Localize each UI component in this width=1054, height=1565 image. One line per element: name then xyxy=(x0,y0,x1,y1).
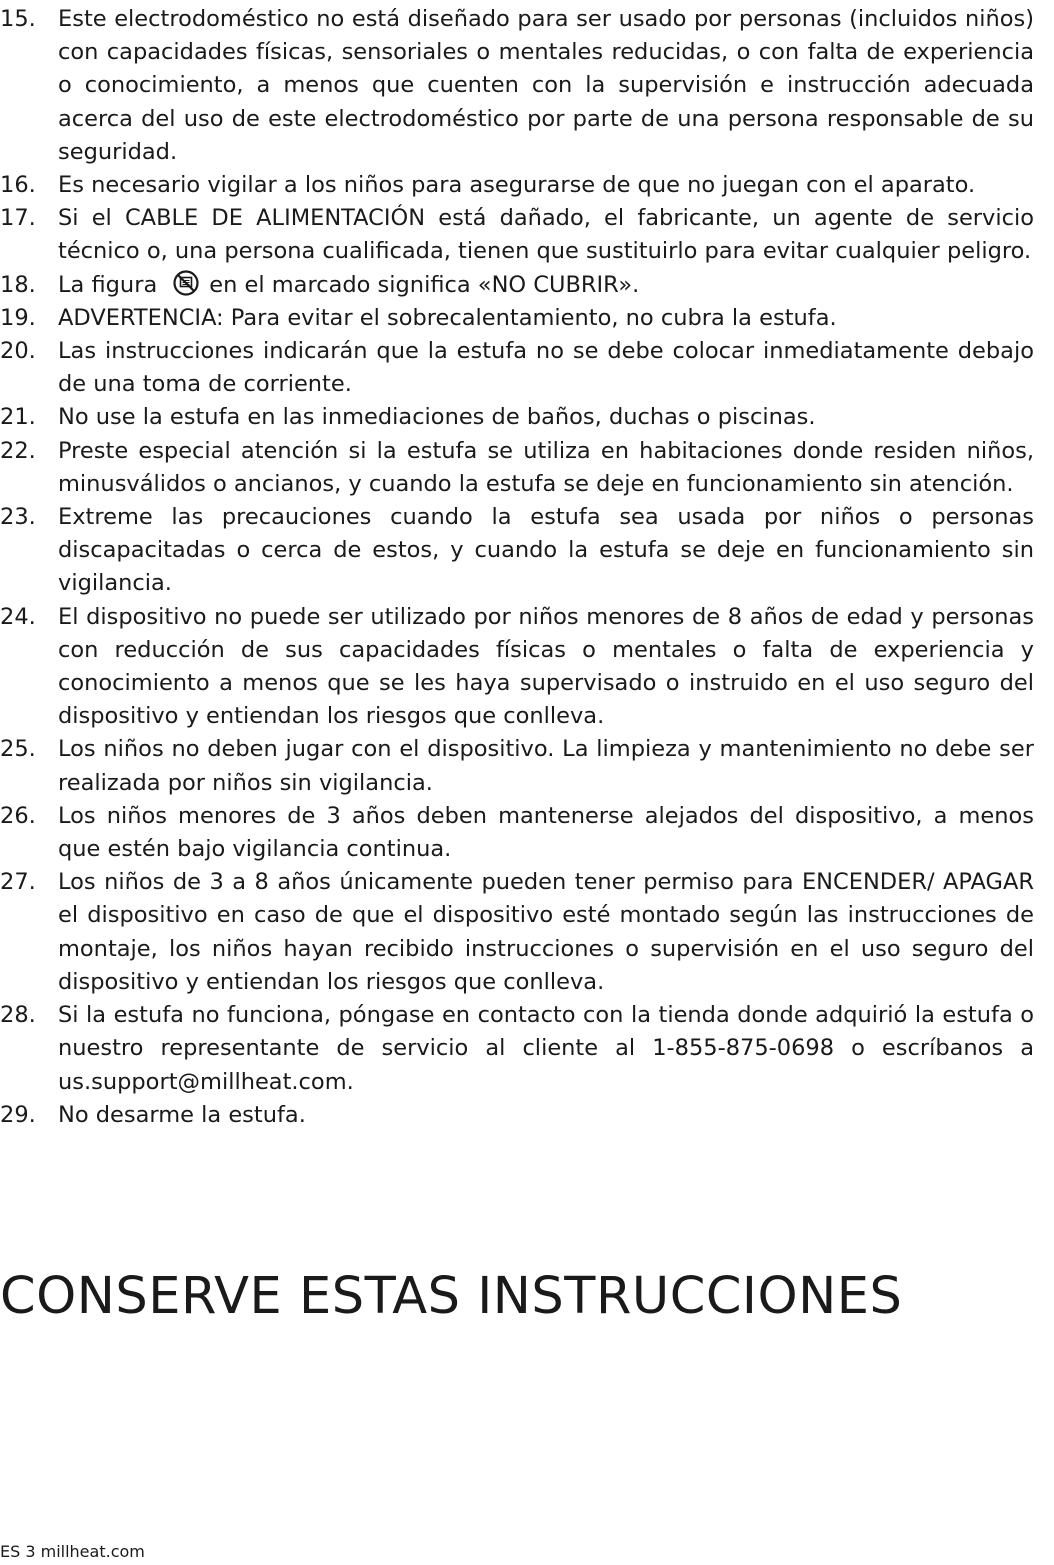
item-number: 26. xyxy=(0,802,36,829)
list-item xyxy=(0,601,1034,734)
item-text-after-icon: en el marcado significa «NO CUBRIR». xyxy=(209,271,640,298)
item-text: No desarme la estufa. xyxy=(58,1101,306,1128)
list-item xyxy=(0,501,1034,601)
list-item xyxy=(0,202,1034,268)
item-text: Si la estufa no funciona, póngase en contacto con la tienda donde adquirió la estufa o nuestro representante de servicio al cliente al 1-855-875-0698 o escríbanos a us.support@millheat.com. xyxy=(58,1002,1034,1095)
list-item xyxy=(0,733,1034,799)
item-number: 19. xyxy=(0,304,36,331)
page-heading: CONSERVE ESTAS INSTRUCCIONES xyxy=(0,1267,903,1326)
item-text: Si el CABLE DE ALIMENTACIÓN está dañado, el fabricante, un agente de servicio técnico o, una persona cualificada, tienen que sustituirlo para evitar cualquier peligro. xyxy=(58,205,1034,265)
item-text: Los niños menores de 3 años deben mantenerse alejados del dispositivo, a menos que estén bajo vigilancia continua. xyxy=(58,802,1034,863)
item-number: 29. xyxy=(0,1101,36,1128)
item-number: 20. xyxy=(0,338,36,365)
list-item xyxy=(0,866,1034,999)
item-text: Los niños de 3 a 8 años únicamente pueden tener permiso para ENCENDER/ APAGAR el dispositivo en caso de que el dispositivo esté montado según las instrucciones de montaje, los niños hayan recibido instrucciones o supervisión en el uso seguro del dispositivo y entiendan los riesgos que conlleva. xyxy=(58,869,1034,995)
item-number: 24. xyxy=(0,603,36,630)
list-item xyxy=(0,999,1034,1099)
item-text: Preste especial atención si la estufa se utiliza en habitaciones donde residen niños, minusválidos o ancianos, y cuando la estufa se deje en funcionamiento sin atención. xyxy=(58,437,1034,497)
item-number: 28. xyxy=(0,1002,36,1029)
item-text: Es necesario vigilar a los niños para asegurarse de que no juegan con el aparato. xyxy=(58,172,976,199)
list-item xyxy=(0,335,1034,401)
item-number: 27. xyxy=(0,869,36,896)
page-footer: ES 3 millheat.com xyxy=(0,1542,145,1561)
item-text: Las instrucciones indicarán que la estufa no se debe colocar inmediatamente debajo de una toma de corriente. xyxy=(58,338,1034,398)
item-number: 18. xyxy=(0,271,36,298)
list-item xyxy=(0,800,1034,866)
list-item xyxy=(0,435,1034,501)
item-text: Los niños no deben jugar con el dispositivo. La limpieza y mantenimiento no debe ser realizada por niños sin vigilancia. xyxy=(58,736,1034,796)
list-item xyxy=(0,401,1034,434)
item-text: Este electrodoméstico no está diseñado para ser usado por personas (incluidos niños) con capacidades físicas, sensoriales o mentales reducidas, o con falta de experiencia o conocimiento, a menos que cuenten con la supervisión e instrucción adecuada acerca del uso de este electrodoméstico por parte de una persona responsable de su seguridad. xyxy=(58,6,1034,165)
item-text: Extreme las precauciones cuando la estufa sea usada por niños o personas discapacitadas o cerca de estos, y cuando la estufa se deje en funcionamiento sin vigilancia. xyxy=(58,504,1034,597)
list-item xyxy=(0,269,1034,302)
item-text: ADVERTENCIA: Para evitar el sobrecalentamiento, no cubra la estufa. xyxy=(58,304,837,331)
no-cover-icon xyxy=(173,270,199,296)
item-number: 21. xyxy=(0,404,36,431)
safety-instructions-list xyxy=(0,3,1034,1132)
list-item xyxy=(0,302,1034,335)
item-number: 17. xyxy=(0,205,36,232)
item-number: 22. xyxy=(0,437,36,464)
list-item xyxy=(0,3,1034,169)
item-number: 15. xyxy=(0,6,36,32)
item-text: No use la estufa en las inmediaciones de baños, duchas o piscinas. xyxy=(58,404,816,431)
list-item xyxy=(0,1099,1034,1132)
list-item xyxy=(0,169,1034,202)
item-text-before-icon: La figura xyxy=(58,271,158,298)
item-number: 16. xyxy=(0,172,36,199)
item-number: 25. xyxy=(0,736,36,763)
item-text: El dispositivo no puede ser utilizado por niños menores de 8 años de edad y personas con reducción de sus capacidades físicas o mentales o falta de experiencia y conocimiento a menos que se les haya supervisado o instruido en el uso seguro del dispositivo y entiendan los riesgos que conlleva. xyxy=(58,603,1034,730)
item-number: 23. xyxy=(0,504,36,531)
